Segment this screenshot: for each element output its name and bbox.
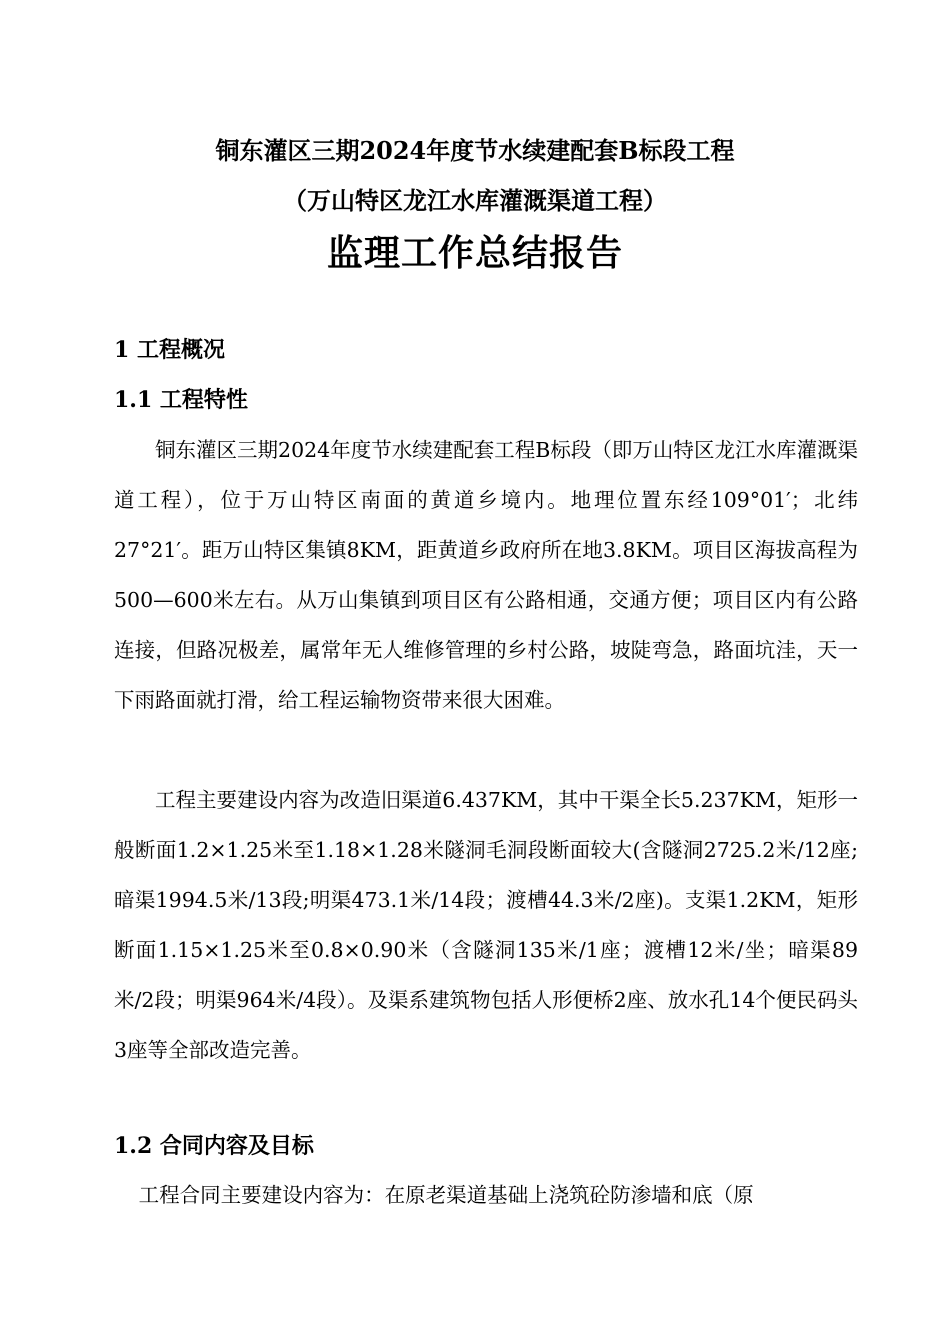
section-1-1-paragraph-1: 铜东灌区三期2024年度节水续建配套工程B标段（即万山特区龙江水库灌溉渠道工程），位于万山特区南面的黄道乡境内。地理位置东经109°01′；北纬27°21′。距万山特区集镇8KM，距黄道乡政府所在地3.8KM。项目区海拔高程为500—600米左右。从万山集镇到项目区有公路相通，交通方便；项目区内有公路连接，但路况极差，属常年无人维修管理的乡村公路，坡陡弯急，路面坑洼，天一下雨路面就打滑，给工程运输物资带来很大困难。 (114, 438, 858, 712)
section-1-1-heading: 1.1 工程特性 (114, 387, 248, 413)
report-title-line1: 铜东灌区三期2024年度节水续建配套B标段工程 (215, 136, 735, 165)
section-1-2-heading: 1.2 合同内容及目标 (114, 1133, 314, 1159)
section-1-2-paragraph-1: 工程合同主要建设内容为：在原老渠道基础上浇筑砼防渗墙和底（原 (138, 1183, 754, 1207)
report-title-line2: （万山特区龙江水库灌溉渠道工程） (283, 186, 667, 215)
report-main-title: 监理工作总结报告 (326, 232, 623, 274)
section-1-heading: 1 工程概况 (114, 337, 225, 363)
section-1-1-paragraph-2: 工程主要建设内容为改造旧渠道6.437KM，其中干渠全长5.237KM，矩形一般断面1.2×1.25米至1.18×1.28米隧洞毛洞段断面较大(含隧洞2725.2米/12座;暗渠1994.5米/13段;明渠473.1米/14段；渡槽44.3米/2座)。支渠1.2KM，矩形断面1.15×1.25米至0.8×0.90米（含隧洞135米/1座；渡槽12米/坐；暗渠89米/2段；明渠964米/4段）。及渠系建筑物包括人形便桥2座、放水孔14个便民码头3座等全部改造完善。 (114, 788, 858, 1062)
